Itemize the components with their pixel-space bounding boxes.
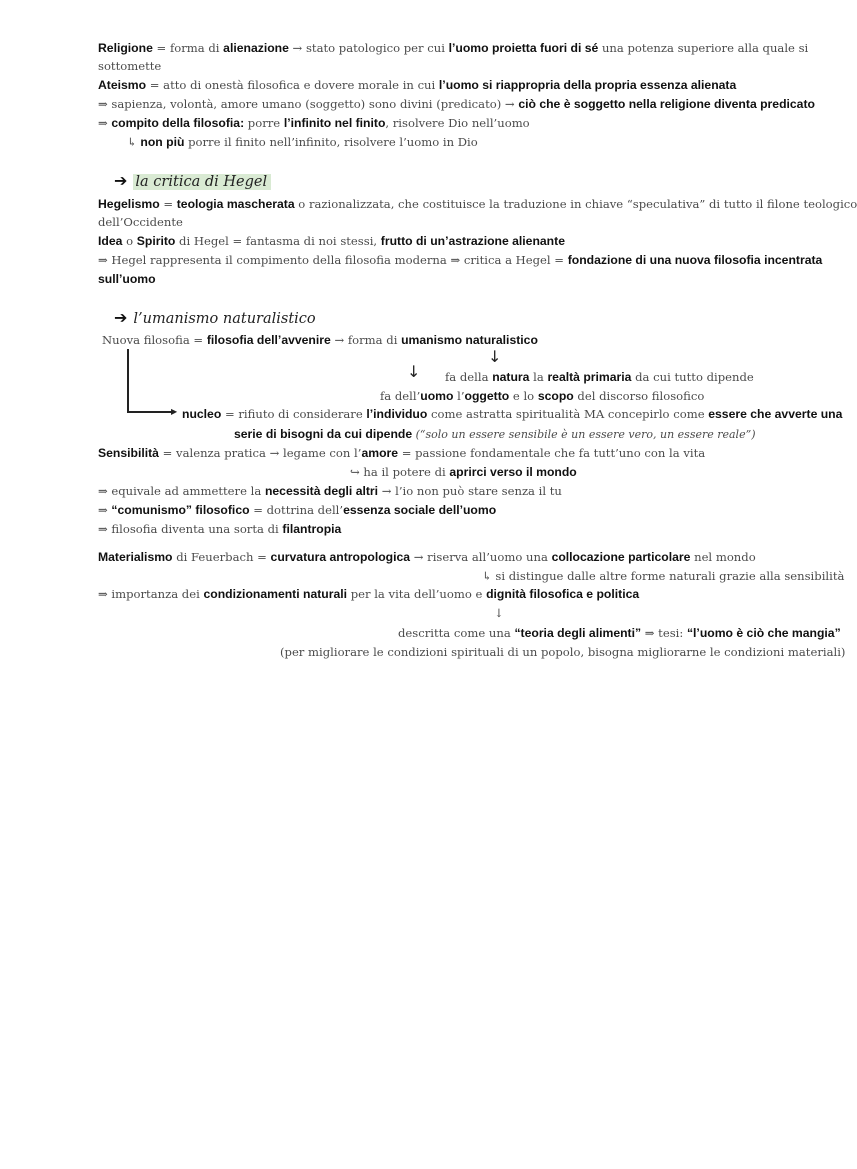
- line-materialismo: Materialismo di Feuerbach = curvatura antropologica → riserva all’uomo una collocazione particolare nel mondo: [98, 550, 756, 564]
- line-filantropia: ⇒ filosofia diventa una sorta di filantropia: [98, 522, 342, 536]
- line-hegel-cont: sull’uomo: [98, 272, 156, 286]
- section-heading-umanismo: [114, 307, 316, 329]
- line-sensibilita: Sensibilità = valenza pratica → legame con l’amore = passione fondamentale che fa tutt’uno con la vita: [98, 446, 706, 460]
- line-sapienza: ⇒ sapienza, volontà, amore umano (soggetto) sono divini (predicato) → ciò che è soggetto nella religione diventa predicato: [98, 97, 815, 111]
- line-religione: Religione = forma di alienazione → stato patologico per cui l’uomo proietta fuori di sé una potenza superiore alla quale si: [98, 41, 809, 55]
- bracket-arrowhead-icon: ▶: [171, 407, 178, 416]
- line-nuova-filosofia: Nuova filosofia = filosofia dell’avvenire → forma di umanismo naturalistico: [102, 333, 538, 347]
- heading-text: la critica di Hegel: [133, 174, 271, 190]
- line-hegelismo-cont: dell’Occidente: [98, 215, 183, 229]
- right-arrow-icon: ➔: [114, 308, 128, 327]
- line-ateismo: Ateismo = atto di onestà filosofica e dovere morale in cui l’uomo si riappropria della propria essenza alienata: [98, 78, 737, 92]
- bracket-vertical-line: [127, 349, 129, 412]
- line-teoria-alimenti: descritta come una “teoria degli alimenti” ⇒ tesi: “l’uomo è ciò che mangia”: [398, 626, 841, 640]
- line-compito: ⇒ compito della filosofia: porre l’infinito nel finito, risolvere Dio nell’uomo: [98, 116, 530, 130]
- line-hegelismo: Hegelismo = teologia mascherata o razionalizzata, che costituisce la traduzione in chiave “speculativa” di tutto il filone teologico: [98, 197, 857, 211]
- line-idea-spirito: Idea o Spirito di Hegel = fantasma di noi stessi, frutto di un’astrazione alienante: [98, 234, 565, 248]
- line-aprirci: ↪ ha il potere di aprirci verso il mondo: [350, 465, 577, 479]
- bracket-horizontal-line: [127, 411, 175, 413]
- line-bisogni: serie di bisogni da cui dipende (“solo un essere sensibile è un essere vero, un essere reale”): [234, 427, 756, 441]
- line-nucleo: nucleo = rifiuto di considerare l’individuo come astratta spiritualità MA concepirlo come essere che avverte una: [182, 407, 843, 421]
- line-hegel-compimento: ⇒ Hegel rappresenta il compimento della filosofia moderna ⇒ critica a Hegel = fondazione di una nuova filosofia incentrata: [98, 253, 823, 267]
- line-non-piu: ↳ non più porre il finito nell’infinito, risolvere l’uomo in Dio: [127, 135, 478, 149]
- section-heading-critica-hegel: [114, 170, 271, 192]
- heading-text: l’umanismo naturalistico: [133, 311, 316, 327]
- line-necessita-altri: ⇒ equivale ad ammettere la necessità degli altri → l’io non può stare senza il tu: [98, 484, 562, 498]
- down-arrow-icon: ↓: [407, 362, 421, 381]
- line-comunismo: ⇒ “comunismo” filosofico = dottrina dell’essenza sociale dell’uomo: [98, 503, 497, 517]
- line-uomo-oggetto: fa dell’uomo l’oggetto e lo scopo del discorso filosofico: [380, 389, 705, 403]
- line-condizionamenti: ⇒ importanza dei condizionamenti naturali per la vita dell’uomo e dignità filosofica e politica: [98, 587, 640, 601]
- down-arrow-icon: ↓: [488, 347, 502, 366]
- line-si-distingue: ↳ si distingue dalle altre forme naturali grazie alla sensibilità: [482, 569, 845, 583]
- line-religione-cont: sottomette: [98, 59, 162, 73]
- down-arrow-icon: ↓: [494, 606, 504, 620]
- line-migliorare: (per migliorare le condizioni spirituali di un popolo, bisogna migliorarne le condizioni materiali): [280, 645, 846, 659]
- line-natura: fa della natura la realtà primaria da cui tutto dipende: [445, 370, 754, 384]
- right-arrow-icon: ➔: [114, 171, 128, 190]
